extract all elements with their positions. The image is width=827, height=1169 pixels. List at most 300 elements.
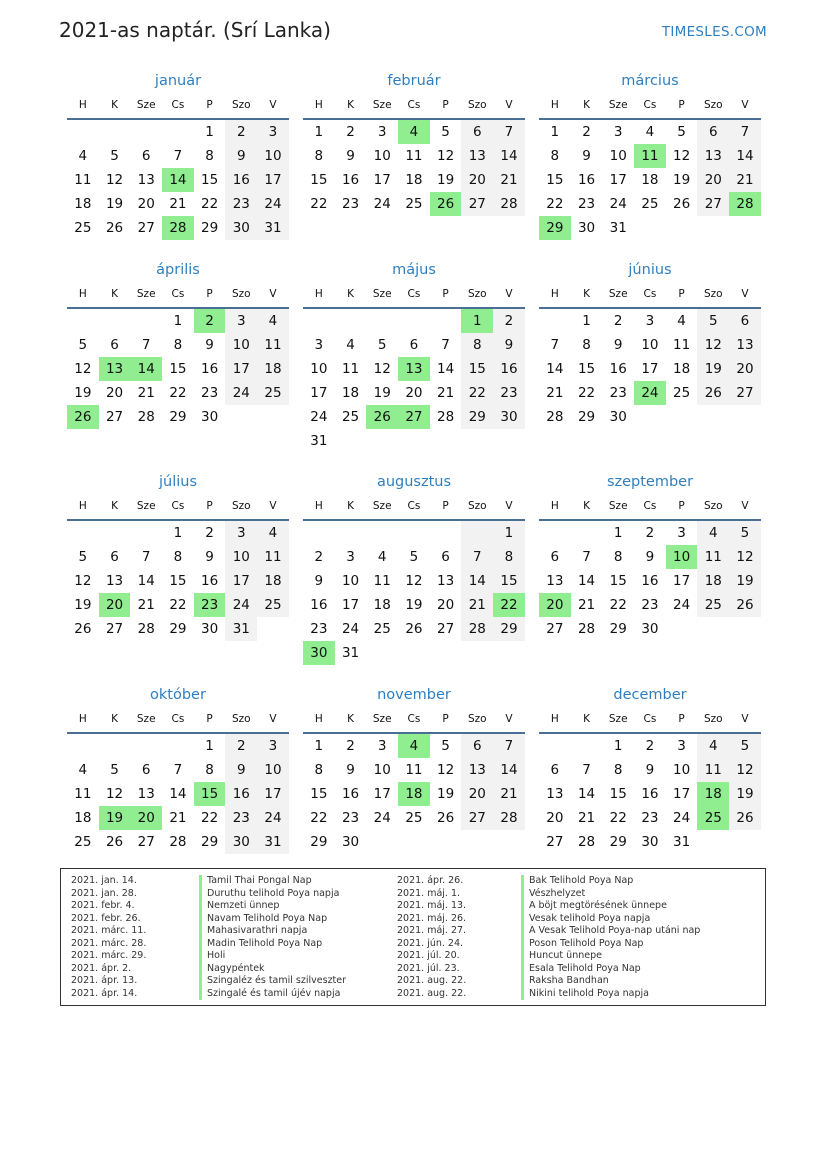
weekday-label: P (206, 713, 213, 725)
day-cell: 29 (169, 621, 187, 637)
day-cell: 10 (257, 758, 289, 782)
weekday-label: H (550, 99, 559, 111)
day-cell: 16 (225, 168, 257, 192)
day-cell: 25 (341, 409, 360, 425)
day-cell: 11 (74, 786, 92, 802)
weekday-label: K (111, 713, 118, 725)
day-cell: 16 (201, 573, 219, 589)
weekday-label: P (678, 713, 685, 725)
day-cell: 3 (346, 549, 355, 565)
weekday-header (303, 285, 525, 309)
day-cell: 9 (205, 549, 214, 565)
day-cell: 8 (205, 148, 214, 164)
day-cell: 7 (582, 762, 591, 778)
day-cell: 24 (609, 196, 627, 212)
day-cell: 11 (697, 758, 729, 782)
day-cell: 29 (461, 405, 493, 429)
day-cell: 23 (310, 621, 328, 637)
day-cell: 27 (137, 220, 155, 236)
day-cell: 23 (341, 196, 360, 212)
day-cell: 12 (729, 758, 761, 782)
weekday-header (67, 96, 289, 120)
day-cell: 5 (441, 738, 450, 754)
day-cell: 31 (609, 220, 627, 236)
day-cell: 17 (341, 597, 360, 613)
day-cell: 2 (225, 120, 257, 144)
day-cell: 2 (645, 525, 655, 541)
empty-cell (539, 734, 571, 758)
day-cell: 12 (405, 573, 423, 589)
weekday-label: Cs (171, 713, 185, 725)
day-cell: 3 (257, 734, 289, 758)
holiday-day-cell: 30 (303, 641, 335, 665)
day-cell: 30 (201, 409, 219, 425)
empty-cell (130, 521, 162, 545)
legend-date: 2021. febr. 4. (71, 900, 135, 911)
day-cell: 26 (74, 621, 92, 637)
day-cell: 28 (137, 621, 155, 637)
day-cell: 26 (697, 381, 729, 405)
day-cell: 6 (461, 120, 493, 144)
day-cell: 6 (409, 337, 419, 353)
day-cell: 2 (582, 124, 591, 140)
day-cell: 17 (225, 357, 257, 381)
day-cell: 9 (346, 762, 355, 778)
day-cell: 26 (437, 810, 455, 826)
day-cell: 14 (169, 786, 187, 802)
month-február (303, 72, 525, 216)
day-cell: 3 (613, 124, 623, 140)
day-cell: 18 (673, 361, 691, 377)
day-cell: 20 (461, 782, 493, 806)
legend-holiday-name: Duruthu telihold Poya napja (199, 888, 346, 901)
weekday-label: K (583, 713, 590, 725)
day-cell: 14 (577, 573, 596, 589)
day-cell: 9 (225, 144, 257, 168)
day-cell: 7 (582, 549, 591, 565)
day-cell: 25 (373, 621, 391, 637)
day-cell: 8 (173, 337, 183, 353)
weekday-label: H (78, 500, 87, 512)
weekday-label: K (347, 288, 354, 300)
day-cell: 14 (493, 758, 525, 782)
legend-date: 2021. máj. 27. (397, 925, 467, 936)
legend-holiday-name: A Vesak Telihold Poya-nap utáni nap (521, 925, 700, 938)
day-cell: 13 (137, 786, 155, 802)
day-cell: 22 (546, 196, 564, 212)
day-cell: 11 (257, 333, 289, 357)
weekday-label: Cs (171, 99, 185, 111)
legend-date: 2021. jan. 28. (71, 887, 137, 899)
day-cell: 26 (729, 593, 761, 617)
day-cell: 2 (314, 549, 324, 565)
day-grid (539, 521, 761, 641)
day-cell: 21 (577, 597, 596, 613)
day-cell: 6 (729, 309, 761, 333)
day-cell: 23 (341, 810, 360, 826)
day-cell: 5 (697, 309, 729, 333)
month-name: március (621, 73, 679, 89)
day-cell: 15 (546, 172, 564, 188)
day-cell: 21 (461, 593, 493, 617)
day-cell: 7 (441, 337, 450, 353)
weekday-label: V (505, 288, 513, 300)
day-cell: 21 (137, 385, 155, 401)
empty-cell (130, 734, 162, 758)
day-cell: 23 (577, 196, 596, 212)
day-cell: 15 (609, 786, 627, 802)
day-cell: 8 (314, 148, 324, 164)
weekday-label: K (347, 713, 354, 725)
day-cell: 1 (613, 525, 623, 541)
day-cell: 3 (314, 337, 324, 353)
day-cell: 22 (577, 385, 596, 401)
day-grid (539, 120, 761, 240)
day-cell: 24 (341, 621, 360, 637)
day-cell: 8 (550, 148, 560, 164)
legend-date: 2021. aug. 22. (397, 975, 467, 986)
day-cell: 16 (641, 573, 659, 589)
day-cell: 10 (257, 144, 289, 168)
day-cell: 15 (609, 573, 627, 589)
day-cell: 5 (729, 521, 761, 545)
day-cell: 16 (609, 361, 627, 377)
day-cell: 18 (641, 172, 659, 188)
day-cell: 15 (461, 357, 493, 381)
holiday-legend (60, 868, 766, 1006)
day-cell: 18 (405, 172, 423, 188)
weekday-label: Cs (643, 713, 657, 725)
day-cell: 11 (257, 545, 289, 569)
legend-holiday-name: Navam Telihold Poya Nap (199, 913, 346, 926)
weekday-label: Cs (407, 713, 421, 725)
day-grid (67, 521, 289, 641)
day-cell: 25 (697, 593, 729, 617)
day-cell: 15 (169, 361, 187, 377)
empty-cell (99, 309, 131, 333)
day-cell: 28 (493, 192, 525, 216)
day-cell: 11 (405, 148, 423, 164)
day-cell: 9 (645, 549, 655, 565)
weekday-label: Sze (608, 288, 628, 300)
empty-cell (571, 521, 603, 545)
page-title: 2021-as naptár. (Srí Lanka) (59, 18, 331, 42)
day-cell: 3 (677, 738, 686, 754)
day-cell: 12 (697, 333, 729, 357)
day-cell: 14 (577, 786, 596, 802)
holiday-day-cell: 26 (366, 405, 398, 429)
day-cell: 18 (341, 385, 360, 401)
weekday-header (539, 710, 761, 734)
month-name: július (158, 474, 198, 490)
weekday-label: Cs (643, 288, 657, 300)
holiday-day-cell: 27 (398, 405, 430, 429)
empty-cell (430, 309, 462, 333)
day-cell: 31 (673, 834, 691, 850)
day-cell: 22 (609, 810, 627, 826)
day-cell: 16 (225, 782, 257, 806)
day-cell: 10 (373, 148, 391, 164)
legend-date: 2021. júl. 23. (397, 962, 460, 974)
weekday-label: Szo (467, 500, 487, 512)
day-cell: 17 (641, 361, 659, 377)
legend-date: 2021. márc. 11. (71, 925, 147, 936)
holiday-day-cell: 29 (539, 216, 571, 240)
legend-date: 2021. máj. 1. (397, 887, 461, 899)
legend-holiday-name: Szingaléz és tamil szilveszter (199, 975, 346, 988)
day-cell: 11 (405, 762, 423, 778)
day-cell: 10 (641, 337, 659, 353)
legend-holiday-name: A böjt megtörésének ünnepe (521, 900, 700, 913)
legend-date: 2021. júl. 20. (397, 950, 460, 961)
day-cell: 9 (314, 573, 324, 589)
day-cell: 19 (697, 357, 729, 381)
day-cell: 20 (461, 168, 493, 192)
day-cell: 21 (493, 168, 525, 192)
day-cell: 12 (373, 361, 391, 377)
day-cell: 31 (225, 617, 257, 641)
day-cell: 6 (550, 762, 560, 778)
weekday-label: H (314, 288, 323, 300)
day-cell: 14 (137, 573, 155, 589)
day-cell: 28 (493, 806, 525, 830)
day-cell: 4 (645, 124, 655, 140)
holiday-day-cell: 22 (493, 593, 525, 617)
day-cell: 28 (577, 834, 596, 850)
day-cell: 6 (697, 120, 729, 144)
day-cell: 2 (346, 738, 355, 754)
legend-holiday-name: Poson Telihold Poya Nap (521, 938, 700, 951)
weekday-label: H (314, 500, 323, 512)
day-cell: 23 (641, 597, 659, 613)
month-szeptember (539, 473, 761, 641)
empty-cell (162, 734, 194, 758)
empty-cell (130, 309, 162, 333)
legend-date: 2021. márc. 28. (71, 937, 147, 949)
day-cell: 8 (582, 337, 591, 353)
day-cell: 12 (673, 148, 691, 164)
legend-date: 2021. aug. 22. (397, 987, 467, 999)
day-cell: 8 (613, 762, 623, 778)
day-cell: 1 (173, 525, 183, 541)
day-cell: 25 (257, 381, 289, 405)
day-cell: 15 (310, 786, 328, 802)
day-cell: 23 (493, 381, 525, 405)
day-cell: 30 (641, 834, 659, 850)
day-cell: 15 (310, 172, 328, 188)
day-cell: 27 (546, 621, 564, 637)
day-cell: 4 (377, 549, 387, 565)
day-cell: 9 (225, 758, 257, 782)
day-cell: 30 (609, 409, 627, 425)
day-cell: 9 (205, 337, 214, 353)
weekday-label: P (206, 99, 213, 111)
weekday-label: Cs (643, 99, 657, 111)
day-cell: 30 (225, 216, 257, 240)
day-cell: 13 (461, 758, 493, 782)
day-cell: 16 (341, 786, 360, 802)
month-name: május (392, 262, 436, 278)
day-cell: 1 (173, 313, 183, 329)
legend-date: 2021. jún. 24. (397, 937, 464, 949)
day-cell: 4 (78, 762, 88, 778)
day-cell: 6 (110, 549, 119, 565)
legend-holiday-name: Szingalé és tamil újév napja (199, 988, 346, 1001)
legend-holiday-name: Vészhelyzet (521, 888, 700, 901)
day-cell: 26 (729, 806, 761, 830)
weekday-label: Cs (407, 288, 421, 300)
day-cell: 17 (257, 782, 289, 806)
legend-holiday-name: Nagypéntek (199, 963, 346, 976)
day-cell: 3 (645, 313, 655, 329)
day-cell: 16 (341, 172, 360, 188)
legend-right-dates (397, 875, 466, 1000)
day-cell: 26 (105, 834, 124, 850)
weekday-label: V (741, 713, 749, 725)
day-cell: 28 (577, 621, 596, 637)
day-cell: 30 (341, 834, 360, 850)
day-cell: 13 (546, 573, 564, 589)
day-cell: 29 (201, 220, 219, 236)
holiday-day-cell: 11 (634, 144, 666, 168)
day-cell: 19 (74, 597, 92, 613)
day-grid (539, 734, 761, 854)
day-cell: 4 (346, 337, 355, 353)
holiday-day-cell: 10 (666, 545, 698, 569)
weekday-label: V (269, 713, 277, 725)
day-cell: 20 (729, 357, 761, 381)
empty-cell (539, 521, 571, 545)
day-cell: 8 (173, 549, 183, 565)
day-cell: 19 (729, 782, 761, 806)
day-cell: 15 (493, 569, 525, 593)
weekday-header (67, 710, 289, 734)
day-cell: 18 (373, 597, 391, 613)
legend-holiday-name: Holi (199, 950, 346, 963)
day-cell: 9 (582, 148, 591, 164)
legend-date: 2021. jan. 14. (71, 875, 137, 886)
month-november (303, 686, 525, 854)
month-name: április (156, 262, 200, 278)
weekday-header (539, 96, 761, 120)
holiday-day-cell: 20 (130, 806, 162, 830)
day-cell: 12 (729, 545, 761, 569)
day-cell: 16 (493, 357, 525, 381)
day-cell: 19 (74, 385, 92, 401)
day-cell: 7 (461, 545, 493, 569)
weekday-label: V (505, 99, 513, 111)
day-cell: 29 (310, 834, 328, 850)
day-cell: 17 (673, 786, 691, 802)
day-cell: 29 (493, 617, 525, 641)
day-cell: 26 (673, 196, 691, 212)
day-grid (67, 309, 289, 429)
day-cell: 28 (546, 409, 564, 425)
holiday-day-cell: 28 (729, 192, 761, 216)
weekday-header (539, 285, 761, 309)
day-cell: 7 (493, 120, 525, 144)
day-cell: 25 (405, 810, 423, 826)
weekday-label: H (314, 713, 323, 725)
day-cell: 24 (373, 810, 391, 826)
month-name: október (150, 687, 206, 703)
month-name: június (628, 262, 672, 278)
weekday-label: V (741, 99, 749, 111)
day-cell: 12 (437, 148, 455, 164)
day-cell: 3 (377, 738, 387, 754)
weekday-label: Sze (372, 713, 392, 725)
weekday-label: Cs (171, 500, 185, 512)
day-cell: 7 (550, 337, 560, 353)
day-cell: 6 (110, 337, 119, 353)
legend-date: 2021. máj. 26. (397, 912, 467, 924)
holiday-day-cell: 24 (634, 381, 666, 405)
day-cell: 20 (546, 810, 564, 826)
day-cell: 17 (673, 573, 691, 589)
day-cell: 3 (377, 124, 387, 140)
day-cell: 6 (461, 734, 493, 758)
day-cell: 23 (225, 192, 257, 216)
day-cell: 25 (673, 385, 691, 401)
legend-holiday-name: Tamil Thai Pongal Nap (199, 875, 346, 888)
day-cell: 26 (405, 621, 423, 637)
empty-cell (303, 309, 335, 333)
day-cell: 10 (609, 148, 627, 164)
day-cell: 2 (613, 313, 623, 329)
day-cell: 2 (346, 124, 355, 140)
day-cell: 15 (577, 361, 596, 377)
day-cell: 13 (546, 786, 564, 802)
holiday-day-cell: 13 (99, 357, 131, 381)
weekday-label: Sze (136, 99, 156, 111)
weekday-label: K (583, 288, 590, 300)
day-cell: 7 (173, 148, 183, 164)
legend-date: 2021. márc. 29. (71, 950, 147, 961)
day-cell: 20 (437, 597, 455, 613)
brand-link[interactable]: TIMESLES.COM (661, 24, 767, 40)
weekday-label: H (550, 713, 559, 725)
empty-cell (162, 120, 194, 144)
legend-holiday-name: Bak Telihold Poya Nap (521, 875, 700, 888)
day-cell: 12 (74, 573, 92, 589)
day-cell: 30 (201, 621, 219, 637)
day-cell: 21 (546, 385, 564, 401)
day-cell: 25 (641, 196, 659, 212)
day-cell: 10 (673, 762, 691, 778)
day-cell: 29 (609, 834, 627, 850)
weekday-label: P (442, 99, 449, 111)
day-grid (303, 120, 525, 216)
empty-cell (335, 521, 367, 545)
day-cell: 9 (346, 148, 355, 164)
day-cell: 14 (729, 144, 761, 168)
day-cell: 2 (493, 309, 525, 333)
day-cell: 31 (257, 830, 289, 854)
day-cell: 2 (205, 525, 214, 541)
day-cell: 29 (169, 409, 187, 425)
day-cell: 27 (105, 621, 124, 637)
weekday-label: Szo (231, 500, 251, 512)
empty-cell (99, 120, 131, 144)
day-cell: 8 (461, 333, 493, 357)
month-name: január (154, 73, 202, 89)
day-cell: 10 (310, 361, 328, 377)
day-cell: 3 (225, 521, 257, 545)
weekday-label: H (78, 99, 87, 111)
weekday-label: Sze (372, 99, 392, 111)
weekday-label: Szo (703, 288, 723, 300)
empty-cell (366, 309, 398, 333)
